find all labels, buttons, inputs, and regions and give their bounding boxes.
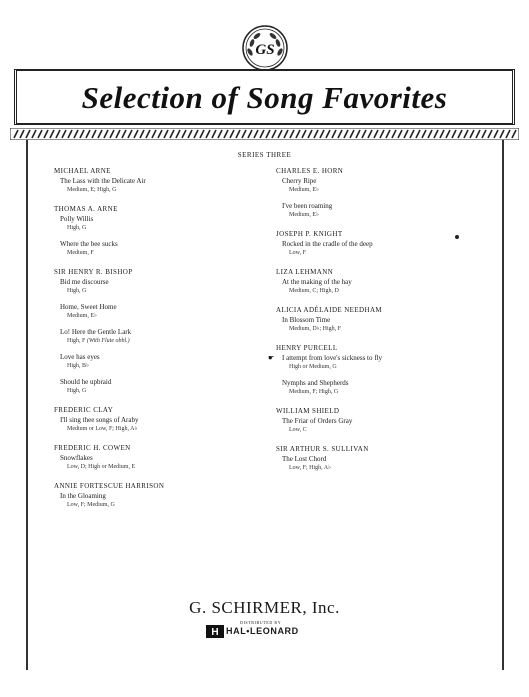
emblem-monogram: GS: [255, 42, 275, 58]
voice-keys: Medium or Low, F; High, A♭: [67, 426, 138, 432]
composer-name: THOMAS A. ARNE: [54, 205, 118, 213]
song-title: I attempt from love's sickness to fly: [282, 354, 383, 362]
composer-name: SIR ARTHUR S. SULLIVAN: [276, 445, 369, 453]
song-title: In Blossom Time: [282, 316, 331, 324]
voice-keys: Medium, C; High, D: [289, 288, 339, 294]
series-heading: SERIES THREE: [237, 151, 292, 159]
song-title: Cherry Ripe: [282, 177, 317, 185]
voice-keys: High, B♭: [67, 363, 89, 369]
song-entry: [276, 240, 486, 258]
song-entry: [276, 278, 486, 296]
voice-keys: Medium, F: [67, 250, 94, 256]
song-title: The Friar of Orders Gray: [282, 417, 353, 425]
song-entry: [276, 417, 486, 435]
song-title: Love has eyes: [60, 353, 100, 361]
song-entry: [54, 378, 264, 396]
song-title: Snowflakes: [60, 454, 93, 462]
voice-keys: Medium, E♭: [289, 212, 319, 218]
song-title: At the making of the hay: [282, 278, 352, 286]
composer-name: ANNIE FORTESCUE HARRISON: [54, 482, 165, 490]
composer-name: FREDERIC CLAY: [54, 406, 114, 414]
composer-name: FREDERIC H. COWEN: [54, 444, 131, 452]
song-title: Lo! Here the Gentle Lark: [60, 328, 132, 336]
song-entry: [54, 278, 264, 296]
voice-keys: Low, C: [289, 427, 307, 433]
song-entry: [54, 454, 264, 472]
song-title: Rocked in the cradle of the deep: [282, 240, 373, 248]
song-note: (With Flute obbl.): [86, 338, 130, 344]
song-entry: [268, 354, 486, 372]
voice-keys: Low, D; High or Medium, E: [67, 464, 136, 470]
voice-keys: High or Medium, G: [289, 364, 337, 370]
composer-name: WILLIAM SHIELD: [276, 407, 340, 415]
song-title: Nymphs and Shepherds: [282, 379, 349, 387]
composer-name: JOSEPH P. KNIGHT: [276, 230, 343, 238]
voice-keys: High, G: [67, 225, 87, 231]
composer-name: SIR HENRY R. BISHOP: [54, 268, 133, 276]
song-title: Polly Willis: [60, 215, 94, 223]
voice-keys: Low, F: [289, 250, 306, 256]
song-title: I've been roaming: [282, 202, 333, 210]
song-title: Where the bee sucks: [60, 240, 118, 248]
song-entry: [276, 202, 486, 220]
voice-keys: High, G: [67, 288, 87, 294]
ink-dot: [455, 235, 459, 239]
song-title: In the Gloaming: [60, 492, 106, 500]
voice-keys: Medium, E♭: [289, 187, 319, 193]
pointing-hand-icon: ☛: [268, 354, 275, 362]
voice-keys: Low, F; High, A♭: [289, 465, 331, 471]
song-title: The Lass with the Delicate Air: [60, 177, 146, 185]
song-entry: [276, 177, 486, 195]
song-entry: [54, 492, 264, 510]
song-entry: [54, 303, 264, 321]
composer-name: LIZA LEHMANN: [276, 268, 334, 276]
distributed-by-label: DISTRIBUTED BY: [240, 620, 282, 625]
song-entry: [54, 416, 264, 434]
voice-keys: High, G: [67, 388, 87, 394]
voice-keys: Medium, D♭; High, F: [289, 326, 341, 332]
voice-keys: Medium, E; High, G: [67, 187, 117, 193]
voice-keys: High, F (With Flute obbl.): [67, 338, 130, 344]
page-title: Selection of Song Favorites: [81, 80, 448, 115]
song-entry: [54, 240, 264, 258]
voice-keys: Medium, E♭: [67, 313, 97, 319]
song-title: The Lost Chord: [282, 455, 327, 463]
song-entry: [276, 455, 486, 473]
song-title: Home, Sweet Home: [60, 303, 117, 311]
laurel-emblem-icon: [241, 24, 289, 72]
composer-name: HENRY PURCELL: [276, 344, 338, 352]
hal-leonard-logo-icon: [206, 625, 224, 638]
publisher-name: G. SCHIRMER, Inc.: [189, 598, 340, 617]
voice-keys: Medium, F; High, G: [289, 389, 339, 395]
song-entry: [276, 316, 486, 334]
composer-name: ALICIA ADÉLAIDE NEEDHAM: [276, 306, 383, 314]
song-entry: [276, 379, 486, 397]
song-title: I'll sing thee songs of Araby: [60, 416, 139, 424]
song-title: Should he upbraid: [60, 378, 112, 386]
song-entry: [54, 328, 264, 346]
song-entry: [54, 215, 264, 233]
composer-name: CHARLES E. HORN: [276, 167, 344, 175]
song-entry: [54, 177, 264, 195]
composer-name: MICHAEL ARNE: [54, 167, 111, 175]
left-column: [54, 167, 264, 510]
song-entry: [54, 353, 264, 371]
distributor-name: HAL•LEONARD: [226, 626, 299, 636]
voice-keys: Low, F; Medium, G: [67, 502, 115, 508]
right-column: [268, 167, 486, 473]
svg-text:H: H: [211, 627, 219, 638]
rope-border: [10, 128, 519, 140]
song-title: Bid me discourse: [60, 278, 109, 286]
